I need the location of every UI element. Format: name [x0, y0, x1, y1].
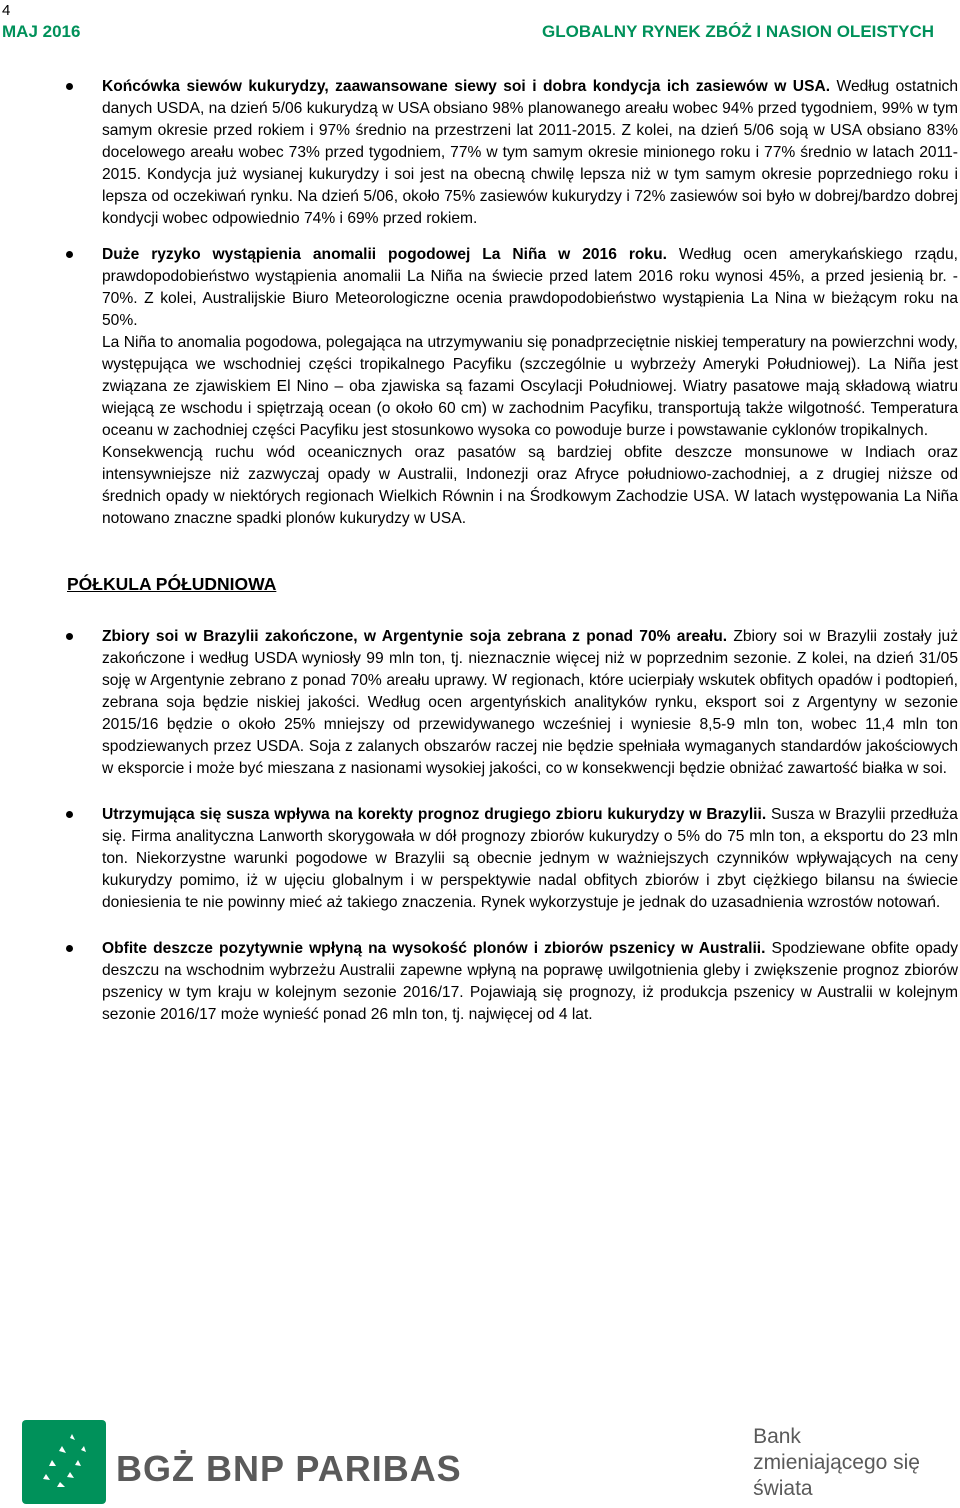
bullet-icon [66, 633, 73, 640]
bullet-icon [66, 945, 73, 952]
bullet-body: Susza w Brazylii przedłuża się. Firma analityczna Lanworth skorygowała w dół prognozy zbiorów kukurydzy o 5% do 75 mln ton, a eksportu do 23 mln ton. Niekorzystne warunki pogodowe w Brazylii są obecnie jednym w ważniejszych czynników wpływających na ceny kukurydzy pomimo, iż w ujęciu globalnym i w perspektywie nadal obfitych zbiorów i zbyt ciężkiego bilansu na świecie doniesienia te nie powinny mieć aż takiego znaczenia. Rynek wykorzystuje je jednak do uzasadnienia wzrostów notowań. [102, 806, 958, 911]
slogan [753, 1424, 920, 1502]
bullet-heading: Obfite deszcze pozytywnie wpłyną na wysokość plonów i zbiorów pszenicy w Australii. [102, 940, 766, 957]
section-heading-south: PÓŁKULA PÓŁUDNIOWA [67, 574, 277, 594]
bullet-body: Według ostatnich danych USDA, na dzień 5/06 kukurydzą w USA obsiano 98% planowanego areału wobec 94% przed tygodniem, 99% w tym samym okresie przed rokiem i 97% średnio na przestrzeni lat 2011-2015. Z kolei, na dzień 5/06 soją w USA obsiano 83% docelowego areału wobec 73% przed tygodniem, 77% w tym samym okresie minionego roku i 77% średnio w latach 2011-2015. Kondycja już wysianej kukurydzy i soi jest na obecną chwilę lepsza niż w tym samym okresie poprzedniego roku i lepsza od oczekiwań rynku. Na dzień 5/06, około 75% zasiewów kukurydzy i 72% zasiewów soi było w dobrej/bardzo dobrej kondycji wobec odpowiednio 74% i 69% przed rokiem. [102, 78, 959, 227]
bank-logo [22, 1420, 462, 1504]
bullet-icon [66, 251, 73, 258]
star-swirl-logo-icon [22, 1420, 106, 1504]
bullet-item [0, 938, 960, 1026]
page-number: 4 [2, 2, 11, 19]
bullet-text [102, 76, 958, 230]
bullet-body: Według ocen amerykańskiego rządu, prawdopodobieństwo wystąpienia anomalii La Niña na świecie przed latem 2016 roku wynosi 45%, a przed jesienią br. - 70%. Z kolei, Australijskie Biuro Meteorologiczne ocenia prawdopodobieństwo wystąpienia La Nina w bieżącym roku na 50%. [102, 246, 958, 329]
bullet-item [0, 76, 960, 230]
la-nina-consequences: Konsekwencją ruchu wód oceanicznych oraz pasatów są bardziej obfite deszcze monsunowe w Indiach oraz intensywniejsze niż zazwyczaj opady w Australii, Indonezji oraz Afryce południowo-zachodniej, a z drugiej niższe od średnich opady w niektórych regionach Wielkich Równin i na Środkowym Zachodzie USA. W latach występowania La Niña notowano znaczne spadki plonów kukurydzy w USA. [102, 444, 958, 527]
slogan-line: zmieniającego się [753, 1451, 920, 1474]
bullet-heading: Duże ryzyko wystąpienia anomalii pogodowej La Niña w 2016 roku. [102, 246, 667, 263]
bullet-body: Zbiory soi w Brazylii zostały już zakończone i według USDA wyniosły 99 mln ton, tj. nieznacznie więcej niż w poprzednim sezonie. Z kolei, na dzień 31/05 soję w Argentynie zebrano z ponad 70% areału uprawy. W regionach, które ucierpiały wskutek obfitych opadów i podtopień, zebrana soja będzie niskiej jakości. Według ocen argentyńskich analityków rynku, eksport soi z Argentyny w sezonie 2015/16 będzie o około 25% mniejszy od przewidywanego wcześniej i wyniesie 8,5-9 mln ton, wobec 11,4 mln ton spodziewanych przez USDA. Soja z zalanych obszarów raczej nie będzie spełniała wymaganych standardów jakościowych w eksporcie i może być mieszana z nasionami wysokiej jakości, co w konsekwencji będzie obniżać zawartość białka w soi. [102, 628, 958, 777]
la-nina-definition: La Niña to anomalia pogodowa, polegająca na utrzymywaniu się ponadprzeciętnie niskiej temperatury na powierzchni wody, występująca we wschodniej części tropikalnego Pacyfiku (szczególnie u wybrzeży Ameryki Południowej). La Niña jest związana ze zjawiskiem El Nino – oba zjawiska są fazami Oscylacji Południowej. Wiatry pasatowe mają składową wiatru wiejącą ze wschodu i spiętrzają ocean (o około 60 cm) w zachodnim Pacyfiku, transportują także wilgotność. Temperatura oceanu w zachodniej części Pacyfiku jest stosunkowo wysoka co powoduje burze i powstawanie cyklonów tropikalnych. [102, 334, 958, 439]
bullet-text [102, 938, 958, 1026]
bullet-item [0, 244, 960, 530]
bullet-heading: Końcówka siewów kukurydzy, zaawansowane siewy soi i dobra kondycja ich zasiewów w USA. [102, 78, 831, 95]
main-content [0, 76, 960, 1026]
bullet-text [102, 626, 958, 780]
issue-date: MAJ 2016 [2, 22, 81, 41]
bullet-item [0, 804, 960, 914]
bullet-text [102, 804, 958, 914]
bullet-text [102, 244, 958, 332]
bullet-body: Spodziewane obfite opady deszczu na wschodnim wybrzeżu Australii zapewne wpłyną na poprawę uwilgotnienia gleby i zwiększenie prognoz zbiorów pszenicy w tym kraju w kolejnym sezonie 2016/17. Pojawiają się prognozy, iż produkcja pszenicy w Australii w kolejnym sezonie 2016/17 może wynieść ponad 26 mln ton, tj. najwięcej od 4 lat. [102, 940, 958, 1023]
slogan-line: świata [753, 1477, 813, 1500]
brand-name: BGŻ BNP PARIBAS [116, 1448, 462, 1489]
bullet-icon [66, 83, 73, 90]
slogan-line: Bank [753, 1425, 801, 1448]
bullet-heading: Zbiory soi w Brazylii zakończone, w Argentynie soja zebrana z ponad 70% areału. [102, 628, 728, 645]
report-title: GLOBALNY RYNEK ZBÓŻ I NASION OLEISTYCH [542, 22, 934, 41]
bullet-icon [66, 811, 73, 818]
bullet-heading: Utrzymująca się susza wpływa na korekty prognoz drugiego zbioru kukurydzy w Brazylii. [102, 806, 767, 823]
bullet-item [0, 626, 960, 780]
